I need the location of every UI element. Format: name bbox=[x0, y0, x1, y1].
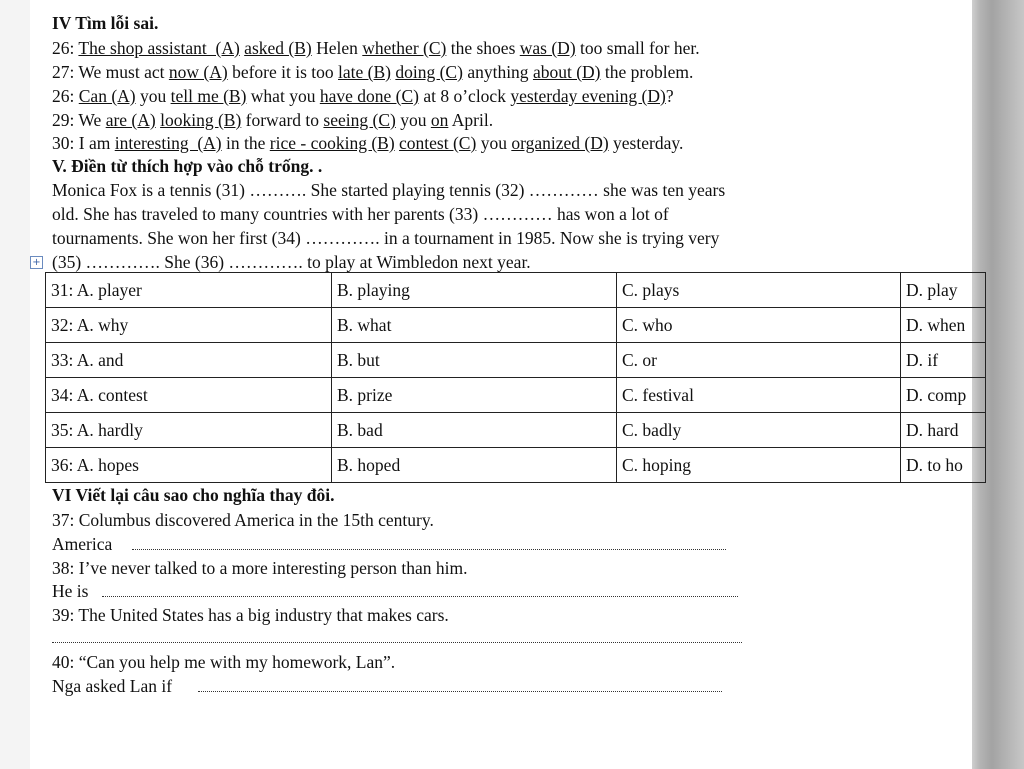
question-26-a bbox=[52, 37, 700, 59]
underlined-option: seeing (C) bbox=[323, 110, 396, 130]
table-cell: D. play bbox=[901, 273, 986, 308]
question-30 bbox=[52, 132, 683, 154]
underlined-option: whether (C) bbox=[362, 38, 447, 58]
underlined-option: Can (A) bbox=[78, 86, 136, 106]
underlined-option: late (B) bbox=[338, 62, 391, 82]
underlined-option: was (D) bbox=[519, 38, 576, 58]
question-text: yesterday. bbox=[608, 133, 684, 153]
question-40: 40: “Can you help me with my homework, Lan”. bbox=[52, 652, 396, 672]
table-cell: D. to ho bbox=[901, 448, 986, 483]
table-cell: 34: A. contest bbox=[46, 378, 332, 413]
underlined-option: rice - cooking (B) bbox=[269, 133, 395, 153]
question-text: too small for her. bbox=[575, 38, 700, 58]
question-text: at 8 o’clock bbox=[418, 86, 511, 106]
passage-line-3: tournaments. She won her first (34) …………. in a tournament in 1985. Now she is trying very bbox=[52, 228, 720, 248]
table-row bbox=[46, 378, 986, 413]
answer-40-blank[interactable] bbox=[198, 691, 722, 692]
question-38: 38: I’ve never talked to a more interesting person than him. bbox=[52, 558, 468, 578]
underlined-option: The shop assistant (A) bbox=[78, 38, 240, 58]
table-cell: D. comp bbox=[901, 378, 986, 413]
underlined-option: now (A) bbox=[168, 62, 228, 82]
table-cell: 33: A. and bbox=[46, 343, 332, 378]
table-cell: B. hoped bbox=[332, 448, 617, 483]
question-text: I am bbox=[78, 133, 115, 153]
passage-line-1: Monica Fox is a tennis (31) ………. She started playing tennis (32) ………… she was ten years bbox=[52, 180, 726, 200]
question-number: 29: bbox=[52, 110, 79, 130]
table-cell: 32: A. why bbox=[46, 308, 332, 343]
table-row bbox=[46, 308, 986, 343]
question-text: you bbox=[135, 86, 171, 106]
underlined-option: looking (B) bbox=[160, 110, 242, 130]
question-number: 26: bbox=[52, 86, 79, 106]
table-cell: D. hard bbox=[901, 413, 986, 448]
options-table bbox=[45, 272, 986, 483]
answer-37-blank[interactable] bbox=[132, 549, 726, 550]
answer-37-start: America bbox=[52, 534, 113, 554]
answer-38-blank[interactable] bbox=[102, 596, 738, 597]
table-row bbox=[46, 343, 986, 378]
underlined-option: interesting (A) bbox=[114, 133, 222, 153]
table-cell: 35: A. hardly bbox=[46, 413, 332, 448]
question-text: anything bbox=[462, 62, 533, 82]
question-number: 30: bbox=[52, 133, 79, 153]
table-cell: C. or bbox=[617, 343, 901, 378]
question-text: the shoes bbox=[446, 38, 520, 58]
underlined-option: about (D) bbox=[532, 62, 601, 82]
table-row bbox=[46, 413, 986, 448]
underlined-option: are (A) bbox=[105, 110, 156, 130]
table-cell: D. when bbox=[901, 308, 986, 343]
underlined-option: tell me (B) bbox=[170, 86, 247, 106]
table-cell: B. bad bbox=[332, 413, 617, 448]
section-6-heading: VI Viết lại câu sao cho nghĩa thay đôi. bbox=[52, 485, 335, 505]
question-27 bbox=[52, 61, 693, 83]
question-text: the problem. bbox=[600, 62, 694, 82]
table-cell: B. what bbox=[332, 308, 617, 343]
question-number: 27: bbox=[52, 62, 79, 82]
table-cell: B. playing bbox=[332, 273, 617, 308]
question-text: before it is too bbox=[227, 62, 339, 82]
table-row bbox=[46, 273, 986, 308]
question-text: Helen bbox=[311, 38, 363, 58]
question-text: you bbox=[476, 133, 512, 153]
question-text: you bbox=[395, 110, 431, 130]
underlined-option: yesterday evening (D) bbox=[510, 86, 666, 106]
table-cell: C. hoping bbox=[617, 448, 901, 483]
passage-line-2: old. She has traveled to many countries with her parents (33) ………… has won a lot of bbox=[52, 204, 669, 224]
answer-39-blank[interactable] bbox=[52, 642, 742, 643]
question-text: April. bbox=[448, 110, 494, 130]
question-text: in the bbox=[221, 133, 270, 153]
question-number: 26: bbox=[52, 38, 79, 58]
underlined-option: doing (C) bbox=[395, 62, 463, 82]
table-cell: B. prize bbox=[332, 378, 617, 413]
table-cell: C. badly bbox=[617, 413, 901, 448]
table-row bbox=[46, 448, 986, 483]
question-26-b bbox=[52, 85, 674, 107]
underlined-option: have done (C) bbox=[319, 86, 419, 106]
answer-38-start: He is bbox=[52, 581, 89, 601]
table-cell: 36: A. hopes bbox=[46, 448, 332, 483]
table-cell: C. who bbox=[617, 308, 901, 343]
underlined-option: on bbox=[430, 110, 449, 130]
table-cell: C. festival bbox=[617, 378, 901, 413]
table-cell: 31: A. player bbox=[46, 273, 332, 308]
table-cell: D. if bbox=[901, 343, 986, 378]
question-text: We must act bbox=[78, 62, 169, 82]
question-text: ? bbox=[665, 86, 674, 106]
table-cell: C. plays bbox=[617, 273, 901, 308]
section-5-heading: V. Điền từ thích hợp vào chỗ trống. . bbox=[52, 156, 323, 176]
question-29 bbox=[52, 109, 493, 131]
underlined-option: asked (B) bbox=[244, 38, 312, 58]
question-39: 39: The United States has a big industry that makes cars. bbox=[52, 605, 449, 625]
left-margin bbox=[0, 0, 30, 769]
underlined-option: organized (D) bbox=[511, 133, 609, 153]
question-37: 37: Columbus discovered America in the 15th century. bbox=[52, 510, 434, 530]
table-move-handle-icon[interactable]: + bbox=[30, 256, 43, 269]
passage-line-4: (35) …………. She (36) …………. to play at Wimbledon next year. bbox=[52, 252, 531, 272]
section-4-heading: IV Tìm lỗi sai. bbox=[52, 13, 159, 33]
underlined-option: contest (C) bbox=[399, 133, 477, 153]
answer-40-start: Nga asked Lan if bbox=[52, 676, 173, 696]
table-cell: B. but bbox=[332, 343, 617, 378]
question-text: what you bbox=[246, 86, 320, 106]
question-text: We bbox=[78, 110, 106, 130]
question-text: forward to bbox=[241, 110, 324, 130]
